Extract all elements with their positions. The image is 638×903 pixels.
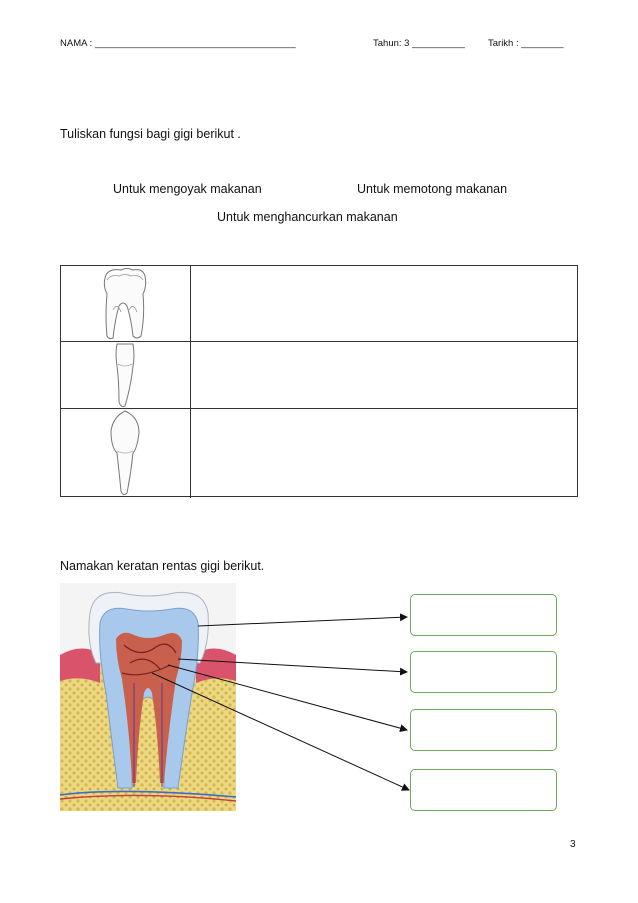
page-number: 3 — [570, 839, 576, 850]
choice-tear: Untuk mengoyak makanan — [113, 182, 262, 196]
label-answer-box[interactable] — [410, 651, 557, 693]
label-answer-box[interactable] — [410, 594, 557, 636]
date-field[interactable]: Tarikh : ________ — [488, 38, 564, 49]
choice-grind: Untuk menghancurkan makanan — [217, 210, 398, 224]
label-answer-box[interactable] — [410, 709, 557, 751]
section1-instruction: Tuliskan fungsi bagi gigi berikut . — [60, 127, 241, 141]
name-field[interactable]: NAMA : ______________________________________ — [60, 38, 296, 49]
label-answer-box[interactable] — [410, 769, 557, 811]
choice-cut: Untuk memotong makanan — [357, 182, 508, 196]
section2-instruction: Namakan keratan rentas gigi berikut. — [60, 559, 265, 573]
year-field[interactable]: Tahun: 3 __________ — [373, 38, 465, 49]
